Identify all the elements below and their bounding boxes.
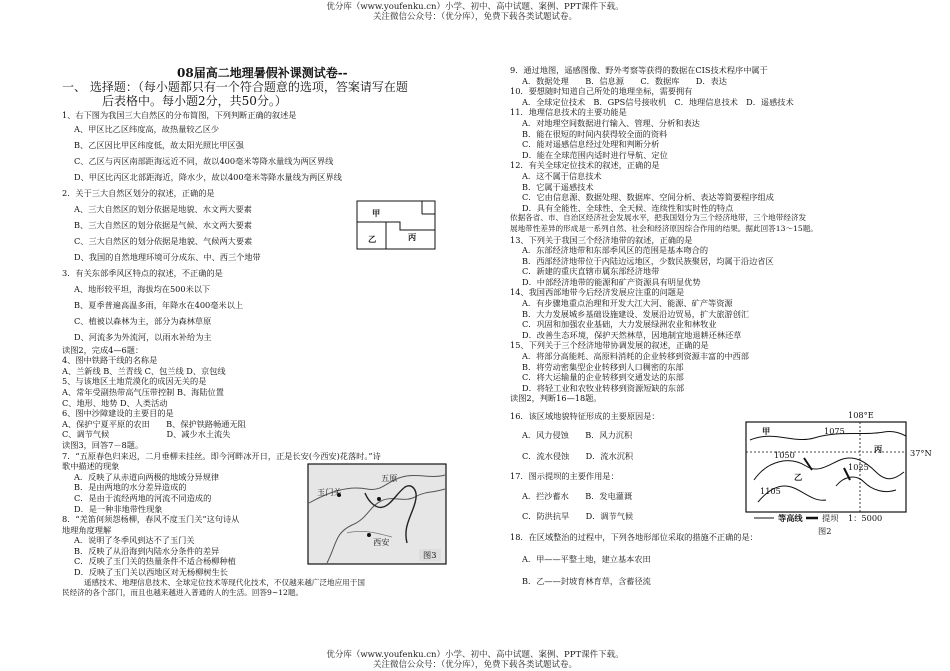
question-line: 9．通过地图，遥感图像、野外考察等获得的数据在CIS技术程序中属于: [510, 65, 768, 75]
option-line: C．反映了玉门关的热量条件不适合杨柳种植: [74, 556, 236, 567]
region-label-yi: 乙: [368, 234, 377, 244]
question-line: 14、我国西部地带今后经济发展应注重的问题是: [510, 287, 685, 298]
passage-line: 遥感技术、地理信息技术、全球定位技术等现代化技术，不仅越来越广泛地应用于国: [84, 577, 365, 587]
question-line: 15、下列关于三个经济地带协调发展的叙述，正确的是: [510, 340, 709, 351]
figure-2-caption: 图2: [818, 526, 832, 536]
question-line: 12．有关全球定位技术的叙述，正确的是: [510, 160, 660, 171]
option-line: C．流水侵蚀 D．流水沉积: [522, 451, 634, 461]
option-line: A、甲区比乙区纬度高，故热量较乙区少: [74, 123, 220, 134]
option-line: D．能在全球范围内适时进行导航、定位: [522, 149, 668, 160]
option-line: A．甲——平整土地，建立基本农田: [522, 554, 651, 564]
instruction-line: 读图2，完成4—6题：: [62, 344, 144, 355]
exam-title: 08届高二地理暑假补课测试卷--: [177, 66, 348, 80]
page-header: [0, 2, 950, 22]
contour-label-bing: 丙: [874, 444, 883, 454]
contour-label-yi: 乙: [794, 472, 803, 482]
contour-value: 1075: [824, 426, 845, 436]
contour-label-jia: 甲: [762, 426, 771, 436]
option-line: B．是由两地的水分差异造成的: [74, 482, 187, 493]
option-line: B、乙区因比甲区纬度低，故太阳光照比甲区强: [74, 139, 244, 150]
legend-dam: 提坝: [822, 513, 839, 523]
option-line: C．是由于流经两地的河流不同造成的: [74, 492, 212, 503]
option-line: C．它由信息源、数据处理、数据库、空间分析、表达等简要程序组成: [522, 192, 774, 203]
option-line: A．有步骤地重点治理和开发大江大河、能源、矿产等资源: [522, 298, 733, 309]
option-line: C、三大自然区的划分依据是地貌、气候两大要素: [74, 235, 253, 246]
passage-line: 展地带性差异的形成是一系列自然、社会和经济原因综合作用的结果。据此回答13～15题。: [510, 223, 818, 233]
option-line: A．说明了冬季风到达不了玉门关: [74, 535, 195, 546]
instruction-line: 读图3，回答7－8题。: [62, 439, 144, 450]
option-line: D．中部经济地带的能源和矿产资源具有明显优势: [522, 276, 701, 287]
option-line: C、植被以森林为主，部分为森林草原: [74, 315, 212, 326]
option-line: C．新建的重庆直辖市属东部经济地带: [522, 266, 660, 277]
option-line: A、兰新线 B、兰青线 C、包兰线 D、京包线: [62, 365, 226, 376]
map-label-yumenguan: 玉门关: [317, 487, 342, 497]
map-figure-3: [307, 463, 447, 565]
scale-label: 1：5000: [848, 513, 883, 523]
longitude-label: 108°E: [848, 410, 874, 420]
legend-contour: 等高线: [778, 513, 803, 523]
option-line: B．将劳动密集型企业转移到人口稠密的东部: [522, 361, 684, 372]
option-line: B、夏季普遍高温多雨，年降水在400毫米以上: [74, 299, 244, 310]
option-line: D．改善生态环境，保护天然林草，因地制宜地退耕还林还草: [522, 329, 742, 340]
region-label-jia: 甲: [372, 208, 381, 218]
passage-line: 民经济的各个部门，而且也越来越进入普通的人的生活。回答9~12题。: [62, 588, 304, 598]
footer-line-1: 优分库（www.youfenku.cn）小学、初中、高中试题、案例、PPT课件下载。: [326, 650, 624, 660]
option-line: A．将部分高能耗、高原料消耗的企业转移到资源丰富的中西部: [522, 351, 749, 362]
option-line: A．这不属于信息技术: [522, 170, 602, 181]
footer-line-2: 关注微信公众号：（优分库），免费下载各类试题试卷。: [372, 660, 577, 670]
option-line: B．乙——封坡育林育草，含蓄径流: [522, 576, 651, 586]
question-line: 18．在区域整治的过程中，下列各地形部位采取的措施不正确的是：: [510, 532, 758, 542]
map-label-wuyuan: 五原: [381, 473, 398, 483]
option-line: A、三大自然区的划分依据是地貌、水文两大要素: [74, 203, 252, 214]
option-line: B．能在很短的时间内获得较全面的资料: [522, 128, 668, 139]
option-line: C、地形、地势 D、人类活动: [62, 397, 168, 408]
option-line: B．反映了从沿海到内陆水分条件的差异: [74, 545, 220, 556]
contour-value: 1105: [760, 486, 781, 496]
option-line: C．防洪抗旱 D．调节气候: [522, 511, 634, 521]
region-label-bing: 丙: [408, 232, 417, 242]
section-heading-line-1: 一、 选择题：（每小题都只有一个符合题意的选项，答案请写在题: [62, 80, 408, 94]
question-line: 16．该区域地貌特征形成的主要原因是：: [510, 411, 660, 421]
page-footer: [0, 650, 950, 670]
option-line: B．大力发展城乡基础设施建设、发展沿边贸易，扩大旅游创汇: [522, 308, 750, 319]
question-line: 地理角度理解: [62, 524, 112, 535]
option-line: A、保护宁夏平原的农田 B、保护铁路畅通无阻: [62, 418, 246, 429]
option-line: D．将轻工业和农牧业转移到资源短缺的东部: [522, 382, 685, 393]
option-line: C、调节气候 D、减少水土流失: [62, 429, 231, 440]
question-line: 11．地理信息技术的主要功能是: [510, 107, 627, 118]
option-line: B、三大自然区的划分依据是气候、水文两大要素: [74, 219, 252, 230]
option-line: A．全球定位技术 B．GPS信号接收机 C．地理信息技术 D．遥感技术: [522, 96, 794, 107]
option-line: D．具有全能性、全球性、全天候、连续性和实时性的特点: [522, 202, 734, 213]
latitude-label: 37°N: [910, 448, 932, 458]
question-line: 13、下列关于我国三个经济地带的叙述，正确的是: [510, 234, 693, 245]
option-line: A．数据处理 B．信息源 C．数据库 D．表达: [522, 75, 727, 86]
option-line: C．将大运输量的企业转移到交通发达的东部: [522, 372, 684, 383]
option-line: A．东部经济地带和东部季风区的范围是基本吻合的: [522, 245, 709, 256]
question-line: 7．“五原春色归来迟，二月垂柳未挂丝。即今河畔冰开日，正是长安(今西安)花落时。”诗: [62, 450, 381, 461]
option-line: D、我国的自然地理环境可分成东、中、西三个地带: [74, 251, 261, 262]
question-line: 17．图示提坝的主要作用是：: [510, 471, 619, 481]
question-line: 1、右下图为我国三大自然区的分布简图，下列判断正确的叙述是: [62, 110, 297, 120]
option-line: B．西部经济地带位于内陆边远地区，少数民族聚居，均属于沿边省区: [522, 255, 774, 266]
option-line: A．风力侵蚀 B．风力沉积: [522, 430, 633, 440]
figure-3-caption: 图3: [423, 550, 437, 560]
question-line: 4、图中铁路干线的名称是: [62, 355, 158, 366]
question-line: 歌中描述的现象: [62, 461, 120, 472]
question-line: 2．关于三大自然区划分的叙述，正确的是: [62, 187, 215, 198]
header-line-1: 优分库（www.youfenku.cn）小学、初中、高中试题、案例、PPT课件下载。: [326, 2, 624, 12]
question-line: 6、图中沙障建设的主要目的是: [62, 408, 174, 419]
question-line: 8．“羌笛何须怨杨柳，春风不度玉门关”这句诗从: [62, 514, 240, 525]
question-line: 5、与该地区土地荒漠化的成因无关的是: [62, 376, 207, 387]
option-line: D．反映了玉门关以西地区对无杨柳树生长: [74, 567, 228, 578]
regions-diagram: [356, 200, 436, 250]
option-line: A、地形较平坦，海拔均在500米以下: [74, 283, 211, 294]
option-line: C．巩固和加强农业基础，大力发展绿洲农业和林牧业: [522, 319, 717, 330]
contour-value: 1025: [848, 462, 869, 472]
option-line: A．对地理空间数据进行输入、管理、分析和表达: [522, 117, 700, 128]
option-line: D、甲区比丙区北部距海近，降水少，故以400毫米等降水量线为两区界线: [74, 171, 342, 182]
contour-figure-2: [744, 410, 934, 536]
instruction-line: 读图2，判断16—18题。: [510, 393, 602, 404]
passage-line: 依据各省、市、自治区经济社会发展水平，把我国划分为三个经济地带，三个地带经济发: [510, 213, 807, 223]
option-line: B．它属于遥感技术: [522, 181, 594, 192]
option-line: C、乙区与丙区南部距海远近不同，故以400毫米等降水量线为两区界线: [74, 155, 334, 166]
option-line: D．是一种非地带性现象: [74, 503, 163, 514]
option-line: A．拦沙蓄水 B．发电灌溉: [522, 491, 633, 501]
option-line: A．反映了从赤道向两极的地域分异规律: [74, 471, 220, 482]
option-line: D、河流多为外流河，以雨水补给为主: [74, 331, 212, 342]
map-label-xian: 西安: [373, 537, 390, 547]
contour-value: 1050: [774, 450, 795, 460]
option-line: A、常年受副热带高气压带控制 B、海陆位置: [62, 386, 224, 397]
option-line: C．能对遥感信息经过处理和判断分析: [522, 139, 660, 150]
question-line: 3．有关东部季风区特点的叙述，不正确的是: [62, 267, 223, 278]
section-heading-line-2: 后表格中。每小题2分，共50分。）: [102, 94, 287, 108]
header-line-2: 关注微信公众号：（优分库），免费下载各类试题试卷。: [372, 12, 577, 22]
question-line: 10．要想随时知道自己所处的地理坐标，需要拥有: [510, 86, 693, 97]
